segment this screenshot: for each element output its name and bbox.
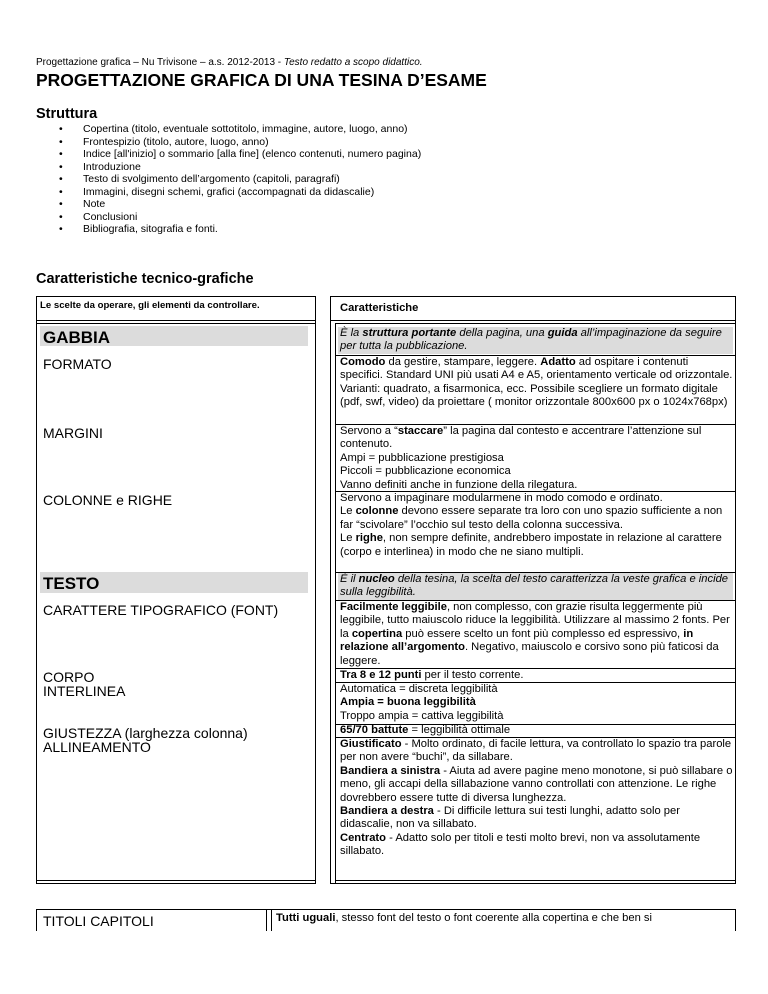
table-border bbox=[335, 323, 336, 884]
table-border bbox=[335, 880, 736, 881]
desc-colonne: Servono a impaginare modularmene in modo comodo e ordinato. Le colonne devono essere separate tra loro con uno spazio sufficiente a non far “scivolare” l’occhio sul testo della colonna successiva. Le righe, non sempre definite, andrebbero impostate in relazione al carattere (corpo e interlinea) in modo che ne siano multipli. bbox=[340, 492, 723, 558]
label-carattere: CARATTERE TIPOGRAFICO (FONT) bbox=[43, 602, 279, 618]
label-giustezza: GIUSTEZZA (larghezza colonna) bbox=[43, 725, 248, 741]
desc-titoli: Tutti uguali, stesso font del testo o font coerente alla copertina e che ben si bbox=[276, 912, 653, 924]
desc-formato: Comodo da gestire, stampare, leggere. Adatto ad ospitare i contenuti specifici. Standard UNI più usati A4 e A5, orientamento verticale od orizzontale. Varianti: quadrato, a fisarmonica, ecc. Possibile scegliere un formato digitale (pdf, swf, video) da proiettare ( monitor orizzontale 800x600 px o 1024x768px) bbox=[340, 356, 733, 409]
label-testo: TESTO bbox=[43, 574, 100, 593]
table-border bbox=[36, 880, 315, 881]
list-item: • Testo di svolgimento dell’argomento (capitoli, paragrafi) bbox=[36, 173, 421, 186]
table-border bbox=[330, 320, 736, 321]
page-header bbox=[36, 57, 423, 68]
list-item: • Indice [all'inizio] o sommario [alla fine] (elenco contenuti, numero pagina) bbox=[36, 148, 421, 161]
table-border bbox=[36, 296, 37, 884]
table2-border bbox=[266, 909, 736, 910]
table-border bbox=[36, 296, 315, 297]
desc-testo: È il nucleo della tesina, la scelta del testo caratterizza la veste grafica e incide sulla leggibilità. bbox=[340, 573, 729, 599]
table-border bbox=[735, 296, 736, 884]
list-item: • Frontespizio (titolo, autore, luogo, anno) bbox=[36, 136, 421, 149]
table-border bbox=[330, 296, 736, 297]
page-title: PROGETTAZIONE GRAFICA DI UNA TESINA D’ESAME bbox=[36, 70, 487, 90]
table2-border bbox=[266, 909, 267, 931]
table-border bbox=[335, 323, 736, 324]
table-border bbox=[315, 296, 316, 884]
list-item: • Immagini, disegni schemi, grafici (accompagnati da didascalie) bbox=[36, 186, 421, 199]
table2-border bbox=[36, 909, 37, 931]
list-item: • Conclusioni bbox=[36, 211, 421, 224]
desc-gabbia: È la struttura portante della pagina, una guida all’impaginazione da seguire per tutta la pubblicazione. bbox=[340, 327, 722, 353]
label-formato: FORMATO bbox=[43, 356, 112, 372]
desc-corpo: Tra 8 e 12 punti per il testo corrente. bbox=[340, 669, 524, 681]
header-text: Progettazione grafica – Nu Trivisone – a.s. 2012-2013 - bbox=[36, 57, 284, 68]
header-note: Testo redatto a scopo didattico. bbox=[283, 57, 423, 68]
table-border bbox=[330, 296, 331, 884]
table-border bbox=[330, 883, 736, 884]
table2-border bbox=[271, 909, 272, 931]
label-colonne: COLONNE e RIGHE bbox=[43, 492, 173, 508]
table-border bbox=[36, 323, 315, 324]
list-item: • Copertina (titolo, eventuale sottotitolo, immagine, autore, luogo, anno) bbox=[36, 123, 421, 136]
desc-giustezza: 65/70 battute = leggibilità ottimale bbox=[340, 724, 511, 736]
table-border bbox=[36, 320, 315, 321]
list-item: • Bibliografia, sitografia e fonti. bbox=[36, 223, 421, 236]
col-left-header: Le scelte da operare, gli elementi da controllare. bbox=[40, 300, 260, 311]
desc-interlinea: Automatica = discreta leggibilità Ampia = buona leggibilità Troppo ampia = cattiva leggibilità bbox=[340, 683, 504, 722]
label-interlinea: INTERLINEA bbox=[43, 683, 126, 699]
structure-heading: Struttura bbox=[36, 106, 98, 122]
label-titoli: TITOLI CAPITOLI bbox=[43, 913, 154, 929]
label-margini: MARGINI bbox=[43, 425, 103, 441]
col-right-header: Caratteristiche bbox=[340, 302, 419, 314]
desc-margini: Servono a “staccare” la pagina dal contesto e accentrare l’attenzione sul contenuto. Ampi = pubblicazione prestigiosa Piccoli = pubblicazione economica Vanno definiti anche in funzione della rilegatura. bbox=[340, 425, 702, 491]
table-border bbox=[36, 883, 315, 884]
list-item: • Note bbox=[36, 198, 421, 211]
structure-list bbox=[36, 123, 421, 236]
label-corpo: CORPO bbox=[43, 669, 95, 685]
list-item: • Introduzione bbox=[36, 161, 421, 174]
table2-border bbox=[36, 909, 266, 910]
tech-heading: Caratteristiche tecnico-grafiche bbox=[36, 271, 254, 287]
desc-carattere: Facilmente leggibile, non complesso, con grazie risulta leggermente più leggibile, tutto maiuscolo riduce la leggibilità. Utilizzare al massimo 2 fonts. Per la copertina può essere scelto un font più complesso ed espressivo, in relazione all’argomento. Negativo, maiuscolo e corsivo sono più faticosi da leggere. bbox=[340, 601, 730, 667]
label-allineamento: ALLINEAMENTO bbox=[43, 739, 151, 755]
label-gabbia: GABBIA bbox=[43, 328, 111, 347]
desc-allineamento: Giustificato - Molto ordinato, di facile lettura, va controllato lo spazio tra parole per non avere “buchi”, da sillabare. Bandiera a sinistra - Aiuta ad avere pagine meno monotone, si può sillabare o meno, gli accapi della sillabazione vanno controllati con attenzione. Le righe dovrebbero essere tutte di diversa lunghezza. Bandiera a destra - Di difficile lettura sui testi lunghi, adatto solo per didascalie, non va sillabato. Centrato - Adatto solo per titoli e testi molto brevi, non va assolutamente sillabato. bbox=[340, 738, 733, 858]
table2-border bbox=[735, 909, 736, 931]
